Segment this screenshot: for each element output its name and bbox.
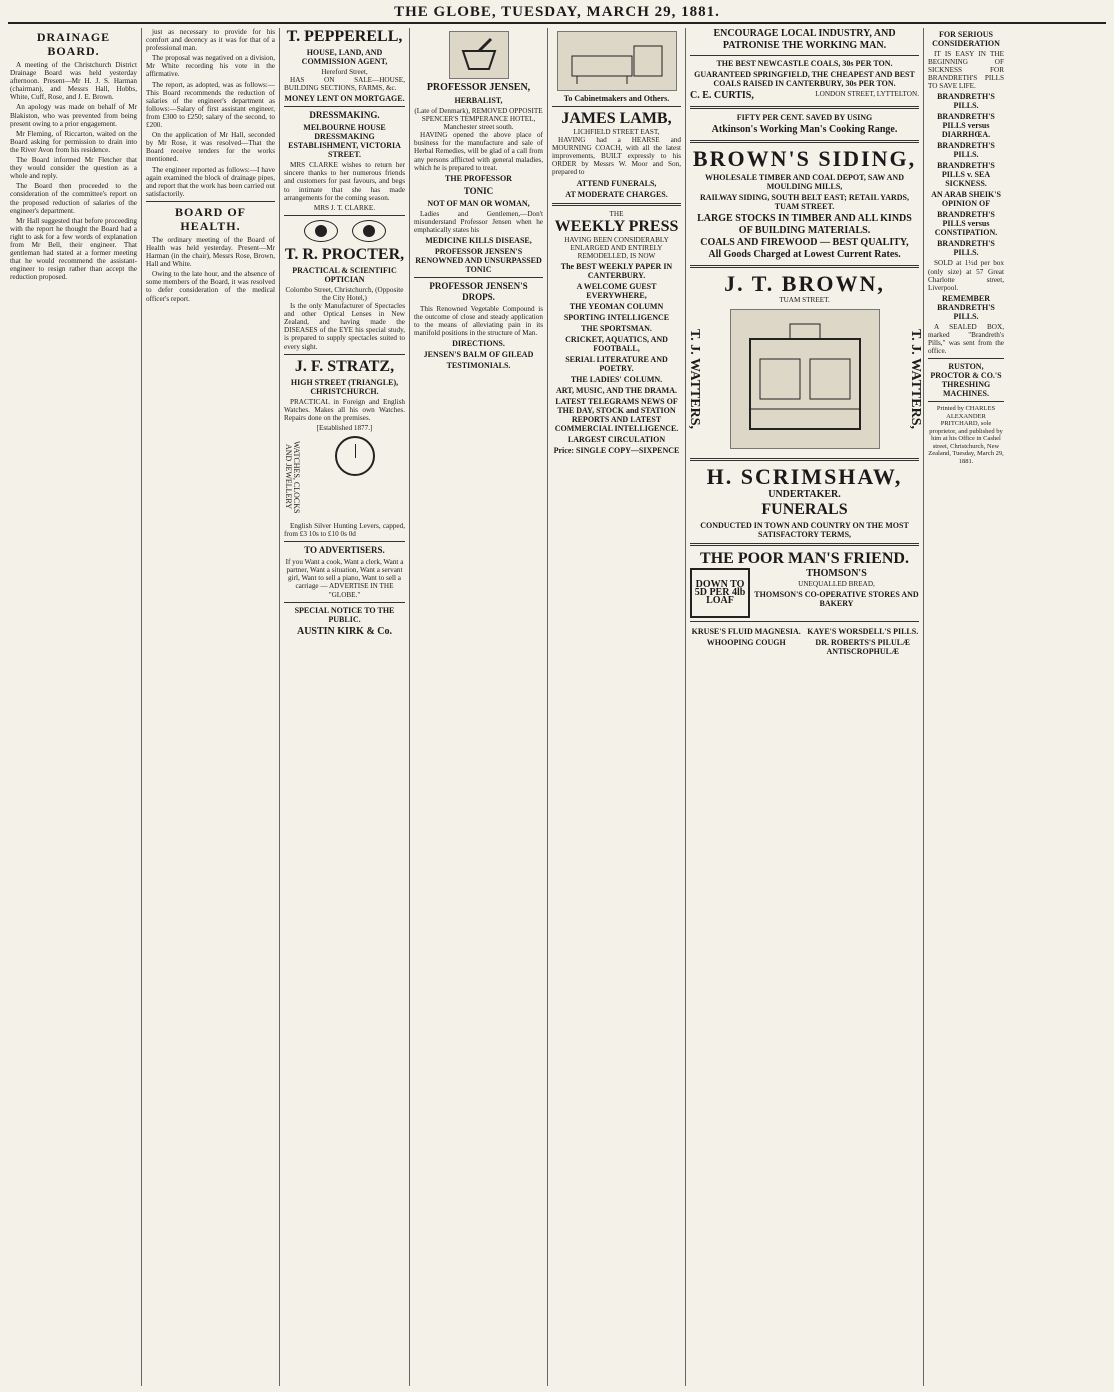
kruse-heading: KRUSE'S FLUID MAGNESIA. (691, 627, 801, 637)
article-paragraph: The proposal was negatived on a division, Mr White recording his vote in the affirmative. (146, 54, 275, 79)
brandreth-heading: BRANDRETH'S PILLS versus DIARRHŒA. (937, 112, 995, 140)
lamb-title: JAMES LAMB, (561, 110, 672, 127)
scrimshaw-subtitle: UNDERTAKER. (768, 489, 841, 501)
eyes-illustration (284, 220, 405, 242)
weekly-welcome: A WELCOME GUEST EVERYWHERE, (576, 281, 657, 300)
scrimshaw-title: H. SCRIMSHAW, (706, 464, 903, 490)
article-paragraph: On the application of Mr Hall, seconded by Mr Rose, it was resolved—That the Board receive tenders for the works mentioned. (146, 131, 275, 164)
serious-heading: FOR SERIOUS CONSIDERATION (932, 30, 1000, 48)
medicine-kills-disease: MEDICINE KILLS DISEASE, (425, 236, 532, 246)
weekly-best: The BEST WEEKLY PAPER IN CANTERBURY. (560, 261, 673, 280)
thomson-badge-text: DOWN TO 5D PER 4lb LOAF (694, 578, 746, 607)
divider (690, 543, 919, 546)
article-paragraph: Mr Hall suggested that before proceeding with the report he thought the Board had a right to ask for a few words of explanation from Mr Bell, their engineer. That gentleman had stated at a former meeting that he would recommend the assistant-engineer to resign rather than accept the reduction proposed. (10, 216, 137, 282)
column-4 (410, 28, 548, 1386)
atkinson-top: FIFTY PER CENT. SAVED BY USING (736, 113, 873, 122)
divider (284, 106, 405, 107)
jtbrown-address: TUAM STREET. (779, 296, 830, 304)
sealed-text: A SEALED BOX, marked "Brandreth's Pills," was sent from the office. (928, 322, 1004, 356)
pocket-watch-icon (335, 436, 375, 476)
weekly-the: THE (609, 209, 624, 218)
divider (690, 458, 919, 461)
professor-name: THE PROFESSOR (445, 173, 512, 183)
tonic-heading: TONIC (463, 185, 494, 196)
divider (690, 140, 919, 143)
stratz-watch-block (284, 432, 405, 522)
thomson-text (754, 568, 919, 618)
professor-title: PROFESSOR JENSEN, (426, 82, 531, 93)
weekly-press-title: WEEKLY PRESS (554, 217, 679, 235)
scrimshaw-conducted: CONDUCTED IN TOWN AND COUNTRY ON THE MOST SATISFACTORY TERMS, (700, 521, 909, 540)
coal-line-2: GUARANTEED SPRINGFIELD, THE CHEAPEST AND BEST COALS RAISED IN CANTERBURY, 30s PER TON. (694, 70, 915, 88)
kaye-heading: KAYE'S WORSDELL'S PILLS. (807, 627, 919, 637)
arab-heading: AN ARAB SHEIK'S OPINION OF (931, 190, 1001, 209)
dressmaking-title: DRESSMAKING. (309, 110, 380, 121)
bottom-ads-row (690, 625, 919, 658)
browns-address: RAILWAY SIDING, SOUTH BELT EAST; RETAIL YARDS, TUAM STREET. (700, 193, 909, 211)
browns-subtitle: WHOLESALE TIMBER AND COAL DEPOT, SAW AND MOULDING MILLS, (705, 173, 904, 191)
column-3 (280, 28, 410, 1386)
stratz-established: [Established 1877.] (316, 423, 373, 432)
article-paragraph: Mr Fleming, of Riccarton, waited on the Board asking for permission to drain into the River Avon from his residence. (10, 129, 137, 154)
article-paragraph: Owing to the late hour, and the absence of some members of the Board, it was resolved to defer consideration of the medical officer's report. (146, 270, 275, 303)
weekly-enlarged: HAVING BEEN CONSIDERABLY ENLARGED AND ENTIRELY REMODELLED, IS NOW (564, 235, 669, 260)
divider (284, 215, 405, 216)
lamb-body: HAVING had a HEARSE and MOURNING COACH, with all the latest improvements, BUILT expressly to his ORDER by Messrs W. Moor and Son, prepared to (552, 136, 681, 177)
browns-large: LARGE STOCKS IN TIMBER AND ALL KINDS OF BUILDING MATERIALS. (697, 213, 912, 236)
special-notice-heading: SPECIAL NOTICE TO THE PUBLIC. (294, 605, 395, 624)
column-1 (6, 28, 142, 1386)
eye-icon (352, 220, 386, 242)
scrimshaw-funerals: FUNERALS (761, 501, 848, 519)
column-5 (548, 28, 686, 1386)
brandreth-text: IT IS EASY IN THE BEGINNING OF SICKNESS FOR BRANDRETH'S PILLS TO SAVE LIFE. (928, 50, 1004, 91)
curtis-address: LONDON STREET, LYTTELTON. (815, 90, 919, 98)
divider (690, 106, 919, 109)
column-2 (142, 28, 280, 1386)
dressmaking-subtitle: MELBOURNE HOUSE DRESSMAKING ESTABLISHMENT, VICTORIA STREET. (288, 123, 401, 160)
divider (928, 401, 1004, 402)
article-paragraph: A meeting of the Christchurch District Drainage Board was held yesterday afternoon. Present—Mr H. J. S. Harman (chairman), and Messrs Hall, Hobbs, White, Cuff, Rose, and J. E. Brown. (10, 61, 137, 102)
atkinson-title: Atkinson's Working Man's Cooking Range. (711, 124, 898, 135)
lamb-address: LICHFIELD STREET EAST, (573, 128, 660, 136)
lamb-attend: ATTEND FUNERALS, (576, 178, 657, 188)
divider (414, 277, 543, 278)
mortar-pestle-icon (449, 31, 509, 79)
balm-heading: JENSEN'S BALM OF GILEAD (423, 350, 534, 360)
column-7 (924, 28, 1008, 1386)
browns-coals: COALS AND FIREWOOD — BEST QUALITY, (700, 237, 909, 248)
stratz-subtitle: HIGH STREET (TRIANGLE), CHRISTCHURCH. (290, 377, 399, 396)
dressmaking-body: MRS CLARKE wishes to return her sincere thanks to her numerous friends and customers for past favours, and begs to intimate that she has made arrangements for the coming season. (284, 161, 405, 202)
thomson-row (690, 568, 919, 618)
procter-subtitle: PRACTICAL & SCIENTIFIC OPTICIAN (292, 265, 397, 284)
divider (552, 106, 681, 107)
brandreth-heading: BRANDRETH'S PILLS versus CONSTIPATION. (934, 210, 998, 238)
bottom-right-ads (807, 625, 920, 658)
thomson-stores: THOMSON'S CO-OPERATIVE STORES AND BAKERY (754, 590, 919, 609)
stratz-side-label: WATCHES, CLOCKS AND JEWELLERY (284, 440, 302, 514)
stratz-body: PRACTICAL in Foreign and English Watches. Makes all his own Watches. Repairs done on the premises. (284, 397, 405, 422)
coal-line-1: THE BEST NEWCASTLE COALS, 30s PER TON. (716, 59, 893, 68)
brandreth-heading: BRANDRETH'S PILLS. (937, 239, 995, 258)
brandreth-heading: BRANDRETH'S PILLS. (937, 141, 995, 160)
article-paragraph: The Board informed Mr Fletcher that they would consider the question as a whole and reply. (10, 156, 137, 181)
newspaper-page (6, 28, 1108, 1386)
cabinetmakers-caption: To Cabinetmakers and Others. (563, 94, 670, 103)
roberts-heading: DR. ROBERTS'S PILULÆ ANTISCROPHULÆ (815, 638, 911, 657)
thomson-title: THOMSON'S (806, 568, 867, 580)
weekly-sportsman: THE SPORTSMAN. (581, 323, 652, 333)
brandreth-heading: BRANDRETH'S PILLS. (937, 92, 995, 111)
masthead: THE GLOBE, TUESDAY, MARCH 29, 1881. (8, 4, 1106, 24)
divider (552, 203, 681, 206)
divider (146, 201, 275, 202)
weekly-serial: SERIAL LITERATURE AND POETRY. (565, 354, 668, 373)
dressmaking-signature: MRS J. T. CLARKE. (313, 203, 376, 212)
advertisers-heading: TO ADVERTISERS. (304, 545, 385, 556)
stratz-title: J. F. STRATZ, (294, 357, 395, 375)
stratz-prices: English Silver Hunting Levers, capped, from £3 10s to £10 0s 0d (284, 521, 405, 539)
professor-body: HAVING opened the above place of business for the manufacture and sale of Herbal Remedies, will be glad of a call from any persons afflicted with general maladies, which he is prepared to treat. (414, 131, 543, 172)
divider (284, 602, 405, 603)
article-paragraph: An apology was made on behalf of Mr Blakiston, who was prevented from being present owing to a prior engagement. (10, 103, 137, 128)
pepperell-subtitle: HOUSE, LAND, AND COMMISSION AGENT, (301, 48, 388, 66)
tonic-line: NOT OF MAN OR WOMAN, (427, 198, 530, 208)
weekly-circulation: LARGEST CIRCULATION (567, 434, 666, 444)
weekly-art: ART, MUSIC, AND THE DRAMA. (556, 385, 677, 395)
poorman-heading: THE POOR MAN'S FRIEND. (700, 550, 909, 568)
directions-heading: DIRECTIONS. (452, 339, 505, 349)
divider (284, 541, 405, 542)
remember-heading: REMEMBER BRANDRETH'S PILLS. (937, 293, 995, 321)
column-6 (686, 28, 924, 1386)
browns-goods: All Goods Charged at Lowest Current Rates. (708, 249, 901, 260)
pepperell-body: HAS ON SALE—HOUSE, BUILDING SECTIONS, FARMS, &c. (284, 76, 405, 93)
professor-address: (Late of Denmark), REMOVED OPPOSITE SPENCER'S TEMPERANCE HOTEL, Manchester street south. (414, 107, 543, 132)
procter-address: Colombo Street, Christchurch, (Opposite the City Hotel,) (285, 285, 404, 302)
pepperell-address: Hereford Street, (321, 68, 368, 76)
divider (928, 358, 1004, 359)
divider (284, 354, 405, 355)
article-paragraph: The ordinary meeting of the Board of Health was held yesterday. Present—Mr Harman (in the chair), Messrs Rose, Brown, Hall and White. (146, 235, 275, 269)
watters-side-right: T. J. WATTERS, (908, 329, 923, 430)
thomson-price-badge (690, 568, 750, 618)
watters-row (687, 304, 923, 454)
renowned-tonic: PROFESSOR JENSEN'S RENOWNED AND UNSURPASSED TONIC (415, 247, 542, 275)
furniture-illustration (557, 31, 677, 91)
brandreth-heading: BRANDRETH'S PILLS v. SEA SICKNESS. (937, 161, 995, 189)
testimonials-heading: TESTIMONIALS. (446, 361, 511, 371)
sold-text: SOLD at 1½d per box (only size) at 57 Great Charlotte street, Liverpool. (928, 259, 1004, 292)
cooking-range-illustration (730, 309, 880, 449)
drops-heading: PROFESSOR JENSEN'S DROPS. (429, 281, 528, 303)
curtis-row (690, 90, 919, 102)
article-paragraph: The engineer reported as follows:—I have again examined the block of drainage pipes, and report that the work has been carried out satisfactorily. (146, 165, 275, 198)
eye-icon (304, 220, 338, 242)
weekly-telegrams: LATEST TELEGRAMS NEWS OF THE DAY, STOCK and STATION REPORTS AND LATEST COMMERCIAL INTELLIGENCE. (554, 396, 679, 433)
kirk-title: AUSTIN KIRK & Co. (296, 625, 392, 637)
divider (690, 621, 919, 622)
weekly-yeoman: THE YEOMAN COLUMN (569, 301, 664, 311)
weekly-sporting: SPORTING INTELLIGENCE (563, 312, 670, 322)
lamb-terms: AT MODERATE CHARGES. (565, 189, 668, 199)
divider (690, 265, 919, 268)
curtis-title: C. E. CURTIS, (690, 90, 754, 101)
article-paragraph: just as necessary to provide for his comfort and decency as it was for that of a professional man. (146, 28, 275, 53)
ruston-heading: RUSTON, PROCTOR & CO.'S THRESHING MACHINES. (930, 362, 1002, 399)
drops-body: This Renowned Vegetable Compound is the outcome of close and steady application to the means of alleviating pain in its manifold positions in the structure of Man. (414, 305, 543, 338)
article-paragraph: The report, as adopted, was as follows:—This Board recommends the reduction of salaries of the engineer's department as follows:—Salary of first assistant engineer, from £300 to £250; salary of the second, to £200. (146, 80, 275, 130)
weekly-cricket: CRICKET, AQUATICS, AND FOOTBALL, (565, 334, 668, 353)
divider (690, 55, 919, 56)
jtbrown-title: J. T. BROWN, (724, 271, 885, 296)
procter-body: Is the only Manufacturer of Spectacles and other Optical Lenses in New Zealand, and having made the DISEASES of the EYE his special study, is prepared to supply spectacles suited to every sight. (284, 302, 405, 351)
whooping-heading: WHOOPING COUGH (706, 638, 786, 648)
professor-subtitle: HERBALIST, (454, 96, 503, 105)
article-paragraph: The Board then proceeded to the consideration of the committee's report on the proposed reduction of salaries of the engineer's department. (10, 182, 137, 215)
ladies-paragraph: Ladies and Gentlemen,—Don't misunderstand Professor Jensen when he emphatically states his (414, 209, 543, 234)
weekly-price: Price: SINGLE COPY—SIXPENCE (553, 445, 680, 455)
watters-side-left: T. J. WATTERS, (687, 329, 703, 430)
advertisers-body: If you Want a cook, Want a clerk, Want a partner, Want a situation, Want a servant girl, Want to sell a piano, Want to sell a carriage — ADVERTISE IN THE "GLOBE." (285, 558, 404, 599)
pepperell-money: MONEY LENT ON MORTGAGE. (284, 94, 405, 104)
encourage-heading: ENCOURAGE LOCAL INDUSTRY, AND PATRONISE THE WORKING MAN. (713, 28, 896, 51)
browns-siding-title: BROWN'S SIDING, (692, 146, 917, 171)
thomson-subtitle: UNEQUALLED BREAD, (798, 580, 875, 589)
procter-title: T. R. PROCTER, (284, 245, 405, 263)
board-of-health-heading: BOARD OF HEALTH. (175, 204, 246, 233)
pepperell-title: T. PEPPERELL, (286, 28, 403, 45)
printer-imprint: Printed by CHARLES ALEXANDER PRITCHARD, sole proprietor, and published by him at his Office in Cashel street, Christchurch, New Zealand, Tuesday, March 29, 1881. (928, 405, 1004, 465)
bottom-left-ads (690, 625, 803, 658)
drainage-board-heading: DRAINAGE BOARD. (36, 30, 111, 58)
weekly-ladies: THE LADIES' COLUMN. (570, 374, 663, 384)
